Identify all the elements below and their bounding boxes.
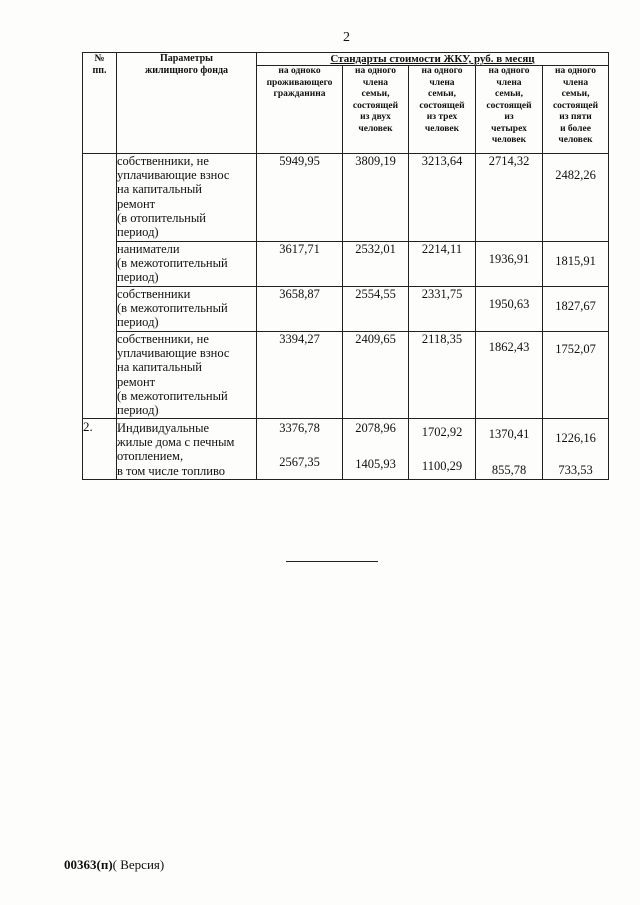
header-parameters-text: Параметры жилищного фонда [144,53,229,76]
row-value: 3809,19 [343,154,409,242]
row-value: 1950,63 [476,287,543,332]
document-code-number: 00363(п) [64,857,113,872]
row-value-fuel: 2567,35 [279,455,320,469]
document-code-version: ( Версия) [112,857,165,872]
housing-cost-table [82,52,609,480]
separator-line [286,561,378,562]
row-value-fuel: 1100,29 [421,459,463,473]
row-value: 1862,43 [476,332,543,419]
header-number-text: № пп. [92,53,107,76]
row-value-total: 1702,92 [421,425,463,439]
row-value: 3617,71 [257,242,343,287]
table-row [83,242,609,287]
row-value: 3394,27 [257,332,343,419]
row-number-cell [83,154,117,419]
row-number: 2. [83,419,117,480]
row-param: собственники, не уплачивающие взнос на капитальный ремонт (в отопительный период) [117,154,257,242]
header-number [83,53,117,154]
row-value: 2118,35 [409,332,476,419]
row-value: 2482,26 [543,154,609,242]
row-value: 1827,67 [543,287,609,332]
subheader-col-1: на одноко проживающего гражданина [257,66,343,154]
row-param: собственники (в межотопительный период) [117,287,257,332]
row-value-pair [409,419,476,480]
row-value-fuel: 855,78 [491,463,527,477]
row-value-total: 1370,41 [488,427,530,441]
row-value-pair [343,419,409,480]
subheader-col-2: на одного члена семьи, состоящей из двух человек [343,66,409,154]
row-value-total: 2078,96 [355,421,396,435]
row-value: 1936,91 [476,242,543,287]
row-value: 2714,32 [476,154,543,242]
row-value-pair [543,419,609,480]
row-value: 1752,07 [543,332,609,419]
table-row [83,154,609,242]
table-row [83,332,609,419]
header-row [83,53,609,66]
row-value: 3213,64 [409,154,476,242]
document-code [64,857,164,873]
subheader-col-3: на одного члена семьи, состоящей из трех человек [409,66,476,154]
subheader-col-4: на одного члена семьи, состоящей из четырех человек [476,66,543,154]
row-value: 2554,55 [343,287,409,332]
row-value-fuel: 1405,93 [355,457,396,471]
row-param: наниматели (в межотопительный период) [117,242,257,287]
row-value-pair [476,419,543,480]
header-parameters [117,53,257,154]
row-param: Индивидуальные жилые дома с печным отоплением, в том числе топливо [117,419,257,480]
row-value-fuel: 733,53 [558,463,593,477]
row-value-total: 1226,16 [555,431,596,445]
header-group-text: Стандарты стоимости ЖКУ, руб. в месяц [330,53,535,65]
row-value: 2331,75 [409,287,476,332]
row-param: собственники, не уплачивающие взнос на капитальный ремонт (в межотопительный период) [117,332,257,419]
row-value: 5949,95 [257,154,343,242]
page-number: 2 [343,30,350,45]
table-row [83,287,609,332]
row-value-pair [257,419,343,480]
row-value: 2532,01 [343,242,409,287]
row-value: 1815,91 [543,242,609,287]
row-value: 2214,11 [409,242,476,287]
row-value: 3658,87 [257,287,343,332]
header-group [257,53,609,66]
table-row-2 [83,419,609,480]
subheader-col-5: на одного члена семьи, состоящей из пяти и более человек [543,66,609,154]
row-value-total: 3376,78 [279,421,320,435]
row-value: 2409,65 [343,332,409,419]
